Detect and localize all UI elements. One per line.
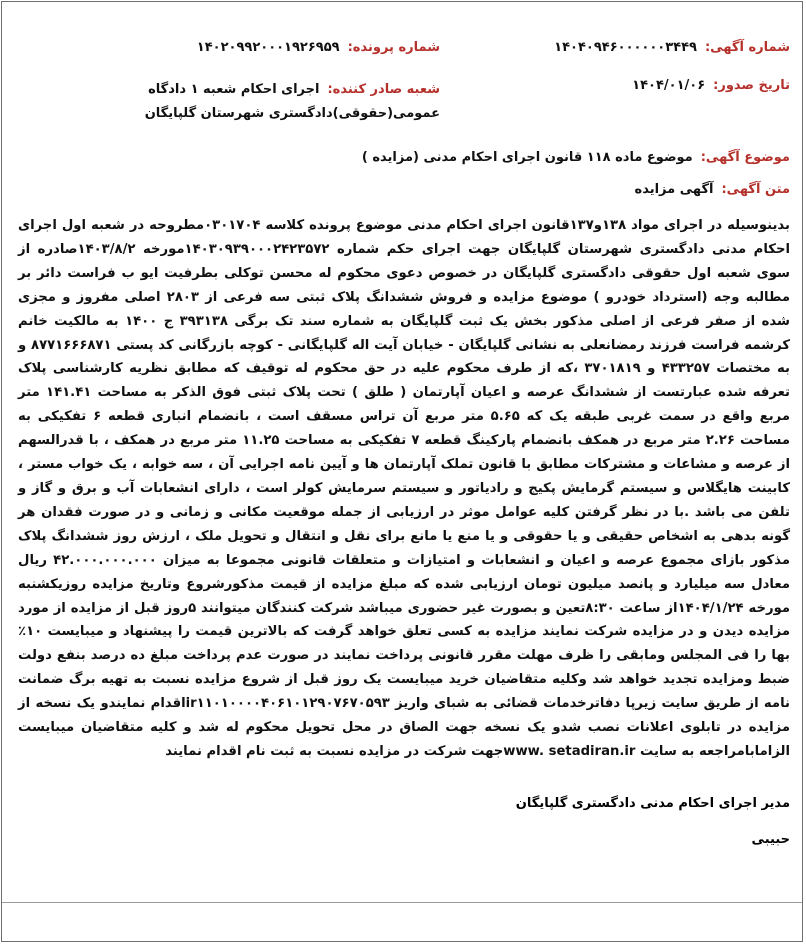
- text-title-row: [635, 182, 790, 197]
- case-number-row: [197, 40, 440, 55]
- subject-row: [362, 150, 790, 165]
- case-number-value: ۱۴۰۲۰۹۹۲۰۰۰۱۹۲۶۹۵۹: [196, 40, 340, 55]
- text-title: آگهی مزایده: [634, 182, 714, 197]
- ad-number-row: [554, 40, 790, 55]
- subject-label: موضوع آگهی:: [700, 150, 790, 165]
- issuing-branch-label: شعبه صادر کننده:: [327, 82, 440, 97]
- issue-date-row: [632, 78, 790, 93]
- issuing-branch-value: اجرای احکام شعبه ۱ دادگاه عمومی(حقوقی)دادگستری شهرستان گلپایگان: [144, 82, 440, 121]
- signature-title: مدیر اجرای احکام مدنی دادگستری گلپایگان: [515, 796, 790, 811]
- notice-frame: [1, 1, 803, 942]
- issue-date-value: ۱۴۰۴/۰۱/۰۶: [632, 78, 706, 93]
- issuing-branch-row: [20, 78, 440, 126]
- text-label: متن آگهی:: [721, 182, 790, 197]
- issue-date-label: تاریخ صدور:: [713, 78, 790, 93]
- case-number-label: شماره پرونده:: [347, 40, 440, 55]
- subject-value: موضوع ماده ۱۱۸ قانون اجرای احکام مدنی (مزایده ): [361, 150, 693, 165]
- signature-name: حبیبی: [751, 832, 790, 847]
- ad-number-label: شماره آگهی:: [704, 40, 790, 55]
- footer-divider: [2, 902, 802, 903]
- ad-number-value: ۱۴۰۴۰۹۴۶۰۰۰۰۰۰۳۴۴۹: [554, 40, 697, 55]
- notice-body: بدینوسیله در اجرای مواد ۱۳۸و۱۳۷قانون اجرای احکام مدنی موضوع پرونده کلاسه ۰۳۰۱۷۰۴مطروحه در شعبه اول اجرای احکام مدنی دادگستری شهرستان گلپایگان جهت اجرای حکم شماره ۱۴۰۳۰۹۳۹۰۰۰۲۴۲۳۵۷۲مورخه ۱۴۰۳/۸/۲صادره از سوی شعبه اول حقوقی دادگستری گلپایگان در خصوص دعوی محکوم له محسن توکلی بطرفیت ایو ب فراست دائر بر مطالبه وجه (استرداد خودرو ) موضوع مزایده و فروش ششدانگ پلاک ثبتی سه فرعی از ۲۸۰۳ اصلی مفروز و مجزی شده از صفر فرعی از اصلی مذکور بخش یک ثبت گلپایگان به شماره سند تک برگی ۳۹۳۱۳۸ ج ۱۴۰۰ به مالکیت خانم کرشمه فراست فرزند رمضانعلی به نشانی گلپایگان - خیابان آیت اله گلپایگانی - کوچه بازرگانی کد پستی ۸۷۷۱۶۶۶۸۷۱ و به مختصات ۴۳۳۲۵۷ و ۳۷۰۱۸۱۹ ،که از طرف محکوم علیه در حق محکوم له توقیف که مطابق نظریه کارشناسی پلاک تعرفه شده عبارتست از ششدانگ عرصه و اعیان آپارتمان ( طلق ) تحت پلاک ثبتی فوق الذکر به مساحت ۱۴۱.۴۱ متر مربع واقع در سمت غربی طبقه یک که ۵.۶۵ متر مربع آن تراس مسقف است ، بانضمام انباری قطعه ۶ تفکیکی به مساحت ۲.۲۶ متر مربع در همکف بانضمام پارکینگ قطعه ۷ تفکیکی به مساحت ۱۱.۲۵ متر مربع در همکف ، با قدرالسهم از عرصه و مشاعات و مشترکات مطابق با قانون تملک آپارتمان ها و آیین نامه اجرایی آن ، سه خوابه ، یک خواب مستر ، کابینت هایگلاس و سیستم گرمایش پکیج و رادیاتور و سیستم سرمایش کولر است ، دارای انشعابات آب و برق و گاز و تلفن می باشد .با در نظر گرفتن کلیه عوامل موثر در ارزیابی از جمله موقعیت مکانی و زمانی و در صورت فقدان هر گونه بدهی به اشخاص حقیقی و یا حقوقی و یا منع یا مانع برای نقل و انتقال و تحویل ملک ، ارزش روز ششدانگ پلاک مذکور بازای مجموع عرصه و اعیان و انشعابات و امتیازات و متعلقات قانونی مجموعا به میزان ۴۲.۰۰۰.۰۰۰.۰۰۰ ریال معادل سه میلیارد و پانصد میلیون تومان ارزیابی شده که مبلغ مزایده از قیمت مذکورشروع وتاریخ مزایده روزیکشنبه مورخه ۱۴۰۴/۱/۲۴از ساعت ۸:۳۰تعین و بصورت غیر حضوری میباشد شرکت کنندگان میتوانند ۵روز قبل از مزایده از مورد مزایده دیدن و در مزایده شرکت نمایند مزایده به کسی تعلق خواهد گرفت که بالاترین قیمت را پیشنهاد و میبایست ۱۰٪ بها را فی المجلس ومابقی را ظرف مهلت مقرر قانونی پرداخت نمایند در صورت عدم پرداخت مبلغ ده درصد بنفع دولت ضبط ومزایده تجدید خواهد شد وکلیه متقاضیان خرید میبایست یک روز قبل از شروع مزایده نسبت به تهیه برگ ضمانت نامه از طریق سایت زیرپا دفاترخدمات قضائی به شبای واریز ir۱۱۰۱۰۰۰۰۴۰۶۱۰۱۲۹۰۷۶۷۰۵۹۳اقدام نمایندو یک نسخه از مزایده در تابلوی اعلانات نصب شدو یک نسخه جهت الصاق در محل تحویل محکوم له شد و کلیه متقاضیان میبایست الزامابامراجعه به سایت www. setadiran.irجهت شرکت در مزایده نسبت به ثبت نام اقدام نمایند: [18, 218, 791, 759]
